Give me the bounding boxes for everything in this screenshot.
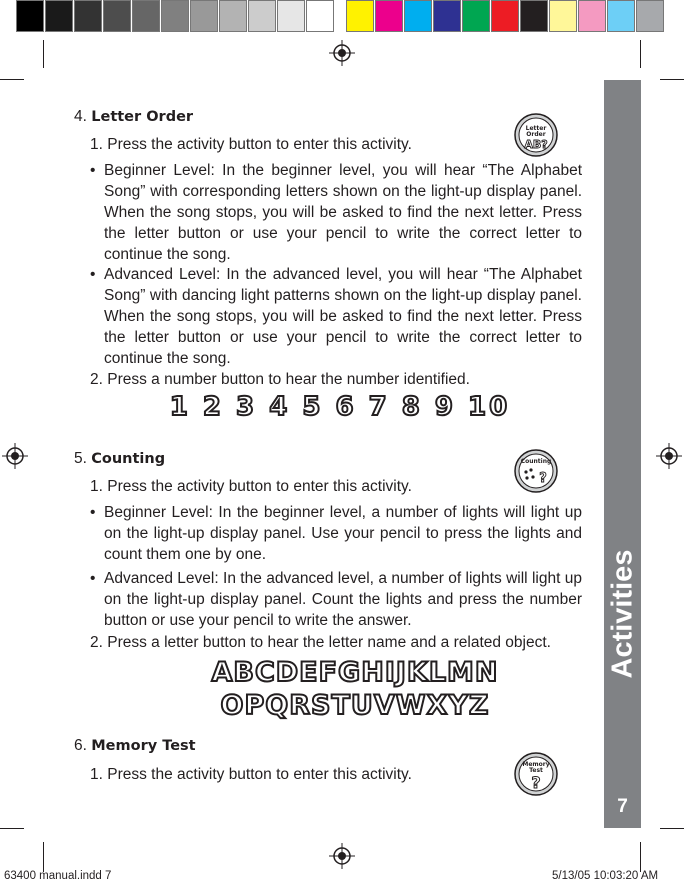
bullet-text: Beginner Level: In the beginner level, a number of lights will light up on the light-up display panel. Use your pencil to press the lights and count them one by one.	[104, 504, 582, 563]
color-swatch	[16, 0, 44, 32]
registration-mark-icon	[2, 443, 28, 469]
color-swatch	[375, 0, 403, 32]
color-swatch	[103, 0, 131, 32]
crop-mark	[0, 79, 24, 80]
color-swatch	[74, 0, 102, 32]
crop-mark	[660, 79, 684, 80]
svg-text:Counting: Counting	[520, 458, 552, 465]
registration-mark-icon	[329, 843, 355, 869]
section-heading: 4. Letter Order	[74, 108, 194, 125]
section-heading: 6. Memory Test	[74, 737, 196, 754]
bullet-item: • Advanced Level: In the advanced level, a number of lights will light up on the light-up display panel. Count the lights and press the number button or use your pencil to write the answer.	[90, 570, 582, 629]
step-text: 2. Press a number button to hear the number identified.	[90, 371, 470, 388]
bullet-item: • Advanced Level: In the advanced level, you will hear “The Alphabet Song” with dancing light patterns shown on the light-up display panel. When the song stops, you will be asked to find the next letter. Press the letter button or use your pencil to write the correct letter to continue the song.	[90, 266, 582, 367]
color-swatch	[277, 0, 305, 32]
crop-mark	[640, 40, 641, 68]
sidebar-title: Activities	[606, 549, 639, 679]
color-swatch	[491, 0, 519, 32]
bullet-text: Advanced Level: In the advanced level, a number of lights will light up on the light-up display panel. Count the lights and press the number button or use your pencil to write the answer.	[104, 570, 582, 629]
color-swatch	[433, 0, 461, 32]
color-swatch	[404, 0, 432, 32]
color-swatch	[219, 0, 247, 32]
color-swatch	[549, 0, 577, 32]
crop-mark	[660, 828, 684, 829]
step-text: 1. Press the activity button to enter this activity.	[90, 766, 412, 783]
step-text: 2. Press a letter button to hear the letter name and a related object.	[90, 634, 551, 651]
number-glyph-row: 1 2 3 4 5 6 7 8 9 10	[169, 392, 511, 422]
color-swatch	[636, 0, 664, 32]
color-swatch	[306, 0, 334, 32]
bullet-text: Beginner Level: In the beginner level, you will hear “The Alphabet Song” with corresponding letters shown on the light-up display panel. When the song stops, you will be asked to find the next letter. Press the letter button or use your pencil to write the correct letter to continue the song.	[104, 162, 582, 263]
svg-text:AB?: AB?	[524, 138, 548, 151]
svg-text:?: ?	[539, 471, 547, 486]
memory-test-badge-icon	[513, 751, 559, 797]
svg-text:Test: Test	[529, 767, 543, 774]
section-title: Counting	[91, 451, 166, 467]
crop-mark	[640, 842, 641, 872]
counting-badge-icon	[513, 448, 559, 494]
letter-glyph-row-2: OPQRSTUVWXYZ	[220, 690, 490, 721]
crop-mark	[43, 842, 44, 872]
registration-mark-icon	[656, 443, 682, 469]
color-swatch	[462, 0, 490, 32]
color-swatch	[607, 0, 635, 32]
section-heading: 5. Counting	[74, 450, 166, 467]
step-text: 1. Press the activity button to enter this activity.	[90, 478, 412, 495]
step-text: 1. Press the activity button to enter this activity.	[90, 136, 412, 153]
svg-text:Letter: Letter	[525, 125, 547, 132]
bullet-item: • Beginner Level: In the beginner level, a number of lights will light up on the light-up display panel. Use your pencil to press the lights and count them one by one.	[90, 504, 582, 563]
section-title: Memory Test	[91, 738, 196, 754]
svg-text:Memory: Memory	[522, 761, 550, 768]
crop-mark	[0, 828, 24, 829]
svg-text:?: ?	[531, 773, 541, 792]
color-swatch	[248, 0, 276, 32]
color-swatch	[45, 0, 73, 32]
svg-text:Order: Order	[526, 131, 546, 138]
letter-glyph-row-1: ABCDEFGHIJKLMN	[211, 657, 499, 688]
crop-mark	[43, 40, 44, 68]
color-swatch	[190, 0, 218, 32]
page-number: 7	[617, 796, 628, 817]
bullet-text: Advanced Level: In the advanced level, you will hear “The Alphabet Song” with dancing light patterns shown on the light-up display panel. When the song stops, you will be asked to find the next letter. Press the letter button or use your pencil to write the correct letter to continue the song.	[104, 266, 582, 367]
sidebar-title-wrap	[604, 80, 641, 760]
color-swatch	[161, 0, 189, 32]
footer-file-slug: 63400 manual.indd 7	[4, 870, 112, 882]
color-calibration-bar	[0, 0, 684, 34]
footer-date-slug: 5/13/05 10:03:20 AM	[552, 870, 659, 882]
letter-order-badge-icon	[513, 112, 559, 158]
color-swatch	[346, 0, 374, 32]
color-swatch	[132, 0, 160, 32]
color-swatch	[578, 0, 606, 32]
registration-mark-icon	[329, 40, 355, 66]
color-swatch	[520, 0, 548, 32]
section-title: Letter Order	[91, 109, 194, 125]
bullet-item: • Beginner Level: In the beginner level, you will hear “The Alphabet Song” with corresponding letters shown on the light-up display panel. When the song stops, you will be asked to find the next letter. Press the letter button or use your pencil to write the correct letter to continue the song.	[90, 162, 582, 263]
